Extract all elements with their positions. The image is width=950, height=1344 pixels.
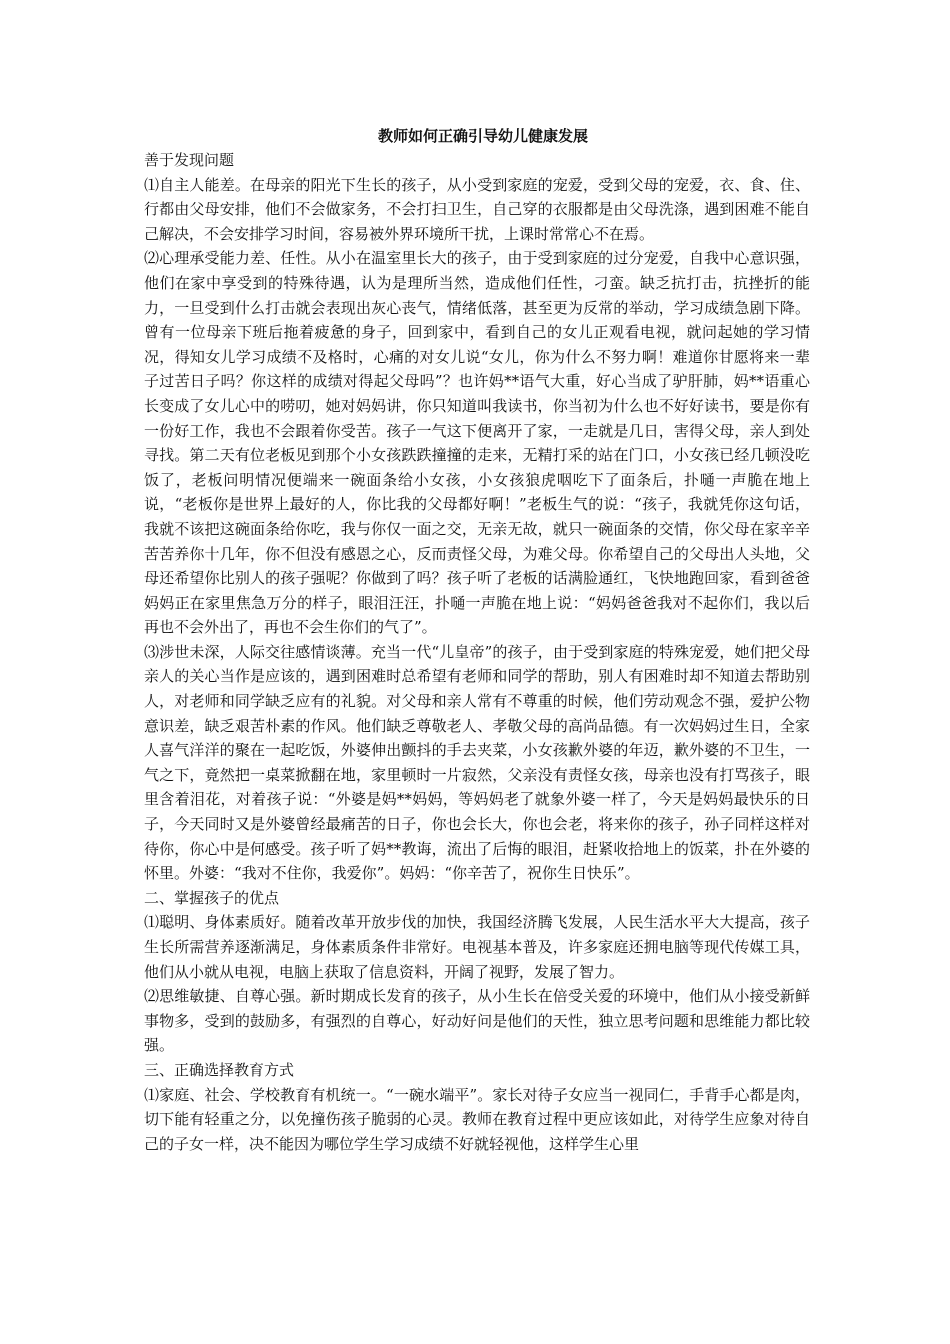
paragraph: ⑴自主人能差。在母亲的阳光下生长的孩子，从小受到家庭的宠爱，受到父母的宠爱，衣、食、住、行都由父母安排，他们不会做家务，不会打扫卫生，自己穿的衣服都是由父母洗涤，遇到困难不能自己解决，不会安排学习时间，容易被外界环境所干扰，上课时常常心不在焉。 <box>144 175 810 243</box>
document-title: 教师如何正确引导幼儿健康发展 <box>377 127 588 145</box>
section-discover-problems <box>144 148 810 886</box>
section-education-methods <box>144 1058 810 1156</box>
paragraph: ⑶涉世未深，人际交往感情谈薄。充当一代“儿皇帝”的孩子，由于受到家庭的特殊宠爱，她们把父母亲人的关心当作是应该的，遇到困难时总希望有老师和同学的帮助，别人有困难时却不知道去帮助别人，对老师和同学缺乏应有的礼貌。对父母和亲人常有不尊重的时候，他们劳动观念不强，爱护公物意识差，缺乏艰苦朴素的作风。他们缺乏尊敬老人、孝敬父母的高尚品德。有一次妈妈过生日，全家人喜气洋洋的聚在一起吃饭，外婆伸出颤抖的手去夹菜，小女孩歉外婆的年迈，歉外婆的不卫生，一气之下，竟然把一桌菜掀翻在地，家里顿时一片寂然，父亲没有责怪女孩，母亲也没有打骂孩子，眼里含着泪花，对着孩子说：“外婆是妈**妈妈，等妈妈老了就象外婆一样了，今天是妈妈最快乐的日子，今天同时又是外婆曾经最痛苦的日子，你也会长大，你也会老，将来你的孩子，孙子同样这样对待你，你心中是何感受。孩子听了妈**教诲，流出了后悔的眼泪，赶紧收拾地上的饭菜，扑在外婆的怀里。外婆：“我对不住你，我爱你”。妈妈：“你辛苦了，祝你生日快乐”。 <box>144 642 810 883</box>
section-heading: 三、正确选择教育方式 <box>144 1060 295 1079</box>
paragraph: ⑴家庭、社会、学校教育有机统一。“一碗水端平”。家长对待子女应当一视同仁，手背手心都是肉，切下能有轻重之分，以免撞伤孩子脆弱的心灵。教师在教育过程中更应该如此，对待学生应象对待自己的子女一样，决不能因为哪位学生学习成绩不好就轻视他，这样学生心里 <box>144 1085 810 1153</box>
section-heading: 二、掌握孩子的优点 <box>144 888 280 907</box>
section-strengths <box>144 886 810 1058</box>
paragraph: ⑵心理承受能力差、任性。从小在温室里长大的孩子，由于受到家庭的过分宠爱，自我中心意识强，他们在家中享受到的特殊待遇，认为是理所当然，造成他们任性，刁蛮。缺乏抗打击，抗挫折的能力，一旦受到什么打击就会表现出灰心丧气，情绪低落，甚至更为反常的举动，学习成绩急剧下降。曾有一位母亲下班后拖着疲惫的身子，回到家中，看到自己的女儿正观看电视，就问起她的学习情况，得知女儿学习成绩不及格时，心痛的对女儿说“女儿，你为什么不努力啊！难道你甘愿将来一辈子过苦日子吗？你这样的成绩对得起父母吗”？也许妈**语气大重，好心当成了驴肝肺，妈**语重心长变成了女儿心中的唠叨，她对妈妈讲，你只知道叫我读书，你当初为什么也不好好读书，要是你有一份好工作，我也不会跟着你受苦。孩子一气这下便离开了家，一走就是几日，害得父母，亲人到处寻找。第二天有位老板见到那个小女孩跌跌撞撞的走来，无精打采的站在门口，小女孩已经几顿没吃饭了，老板问明情况便端来一碗面条给小女孩，小女孩狼虎咽吃下了面条后，扑嗵一声脆在地上说，“老板你是世界上最好的人，你比我的父母都好啊！”老板生气的说：“孩子，我就凭你这句话，我就不该把这碗面条给你吃，我与你仅一面之交，无亲无故，就只一碗面条的交情，你父母在家辛辛苦苦养你十几年，你不但没有感恩之心，反而责怪父母，为难父母。你希望自己的父母出人头地，父母还希望你比别人的孩子强呢？你做到了吗？孩子听了老板的话满脸通红，飞快地跑回家，看到爸爸妈妈正在家里焦急万分的样子，眼泪汪汪，扑嗵一声脆在地上说：“妈妈爸爸我对不起你们，我以后再也不会外出了，再也不会生你们的气了”。 <box>144 249 810 637</box>
document-body <box>144 124 810 1156</box>
paragraph: ⑵思维敏捷、自尊心强。新时期成长发育的孩子，从小生长在倍受关爱的环境中，他们从小接受新鲜事物多，受到的鼓励多，有强烈的自尊心，好动好问是他们的天性，独立思考问题和思维能力都比较强。 <box>144 987 810 1055</box>
section-heading: 善于发现问题 <box>144 151 235 169</box>
paragraph: ⑴聪明、身体素质好。随着改革开放步伐的加快，我国经济腾飞发展，人民生活水平大大提高，孩子生长所需营养逐渐满足，身体素质条件非常好。电视基本普及，许多家庭还拥电脑等现代传媒工具，他们从小就从电视，电脑上获取了信息资料，开阔了视野，发展了智力。 <box>144 913 810 981</box>
